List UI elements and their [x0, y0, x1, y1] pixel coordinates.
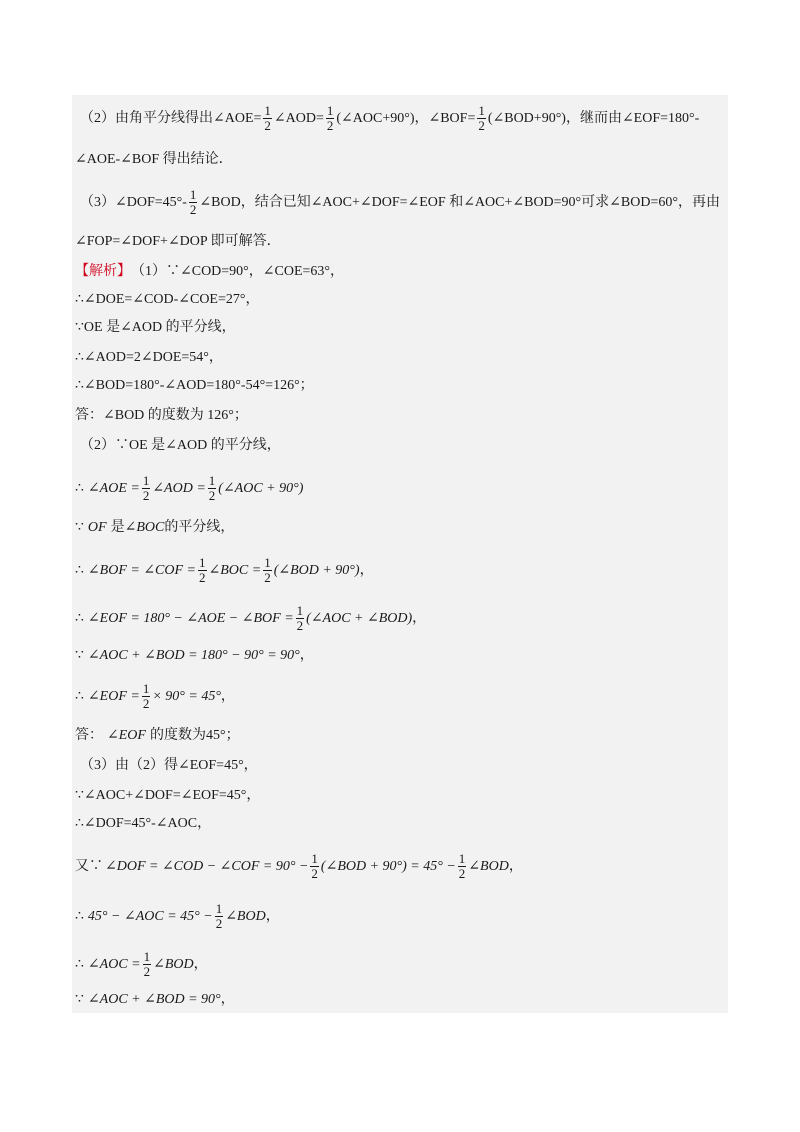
denominator: 2: [326, 118, 334, 133]
answer-line: [75, 406, 248, 426]
expr: 45°: [205, 728, 226, 743]
hint-line-2-cont: [75, 150, 233, 170]
text: 的平分线，: [164, 520, 235, 535]
text: （2）∵OE 是∠AOD 的平分线，: [80, 438, 281, 453]
text: (∠AOC+90°)，∠BOF=: [336, 110, 476, 126]
expr: ∠BOC: [124, 520, 165, 535]
denominator: 2: [143, 964, 151, 979]
answer-line: [75, 726, 240, 746]
solution-step: [80, 436, 281, 456]
denominator: 2: [311, 866, 318, 881]
fraction: [189, 188, 198, 217]
expr: 45° − ∠AOC = 45° −: [87, 908, 213, 924]
numerator: 1: [199, 555, 206, 570]
expr: ∠BOD: [468, 858, 509, 874]
fraction: [143, 950, 152, 979]
therefore-symbol: ∴: [75, 562, 84, 578]
text: （3）由（2）得∠EOF=45°，: [80, 758, 258, 773]
text: （1）∵∠COD=90°，∠COE=63°，: [131, 264, 345, 279]
math-step: [75, 556, 374, 585]
text: ，: [299, 648, 314, 663]
math-step: [75, 518, 234, 538]
expr: ∠BOD: [225, 908, 266, 924]
fraction: [310, 852, 319, 881]
expr: (∠BOD + 90°): [273, 562, 360, 578]
expr: (∠BOD + 90°) = 45° −: [320, 858, 456, 874]
expr: (∠AOC + ∠BOD): [306, 610, 413, 626]
fraction: [198, 556, 207, 585]
hint-line-3-cont: [75, 232, 281, 252]
expr: ∠BOD: [153, 956, 194, 972]
text: 又∵: [75, 858, 103, 874]
numerator: 1: [215, 901, 223, 916]
numerator: 1: [208, 473, 216, 488]
fraction: [142, 474, 151, 503]
math-step: [75, 474, 303, 503]
denominator: 2: [478, 118, 485, 133]
hint-line-3: [80, 188, 720, 217]
denominator: 2: [142, 488, 150, 503]
denominator: 2: [142, 696, 150, 711]
solution-step: [75, 814, 211, 834]
text: ，: [265, 908, 280, 924]
because-symbol: ∵: [75, 648, 84, 663]
fraction: [458, 852, 467, 881]
math-step: [75, 950, 208, 979]
numerator: 1: [478, 103, 485, 118]
text: 答：∠BOD 的度数为 126°；: [75, 408, 248, 423]
expr: ∠AOE =: [87, 480, 140, 496]
numerator: 1: [458, 851, 466, 866]
fraction: [477, 104, 486, 133]
expr: ∠DOF = ∠COD − ∠COF = 90° −: [105, 858, 309, 874]
solution-step: [75, 318, 236, 338]
numerator: 1: [296, 603, 304, 618]
because-symbol: ∵: [75, 520, 84, 535]
therefore-symbol: ∴: [75, 610, 84, 626]
expr: ∠BOF = ∠COF =: [87, 562, 196, 578]
solution-step: [75, 376, 314, 396]
text: (∠BOD+90°)，继而由∠EOF=180°-: [487, 110, 700, 126]
text: ；: [225, 728, 240, 743]
numerator: 1: [264, 103, 271, 118]
numerator: 1: [264, 555, 271, 570]
expr: ∠AOC + ∠BOD = 180° − 90° = 90°: [87, 648, 300, 663]
solution-step: [75, 348, 223, 368]
math-step: [75, 902, 280, 931]
fraction: [326, 104, 335, 133]
expr: ∠AOD =: [152, 480, 206, 496]
text: ∠AOD=: [273, 110, 324, 126]
numerator: 1: [142, 473, 150, 488]
fraction: [142, 682, 151, 711]
text: （3）∠DOF=45°-: [80, 194, 187, 210]
numerator: 1: [189, 187, 197, 202]
numerator: 1: [143, 949, 151, 964]
expr: OF: [87, 520, 107, 535]
expr: ∠EOF: [107, 728, 146, 743]
solution-step: [75, 290, 259, 310]
solution-step: [80, 756, 258, 776]
fraction: [263, 556, 272, 585]
expr: ∠EOF = 180° − ∠AOE − ∠BOF =: [87, 610, 294, 626]
math-step: [75, 646, 314, 666]
text: ，: [220, 992, 235, 1007]
text: ∵∠AOC+∠DOF=∠EOF=45°，: [75, 788, 261, 803]
denominator: 2: [264, 118, 271, 133]
text: ∵OE 是∠AOD 的平分线，: [75, 320, 236, 335]
text: ∴∠BOD=180°-∠AOD=180°-54°=126°；: [75, 378, 314, 393]
text: ∴∠DOE=∠COD-∠COE=27°，: [75, 292, 260, 307]
fraction: [296, 604, 305, 633]
analysis-tag: 【解析】: [75, 264, 131, 279]
text: ∴∠AOD=2∠DOE=54°，: [75, 350, 223, 365]
math-step: [75, 682, 235, 711]
text: ∠FOP=∠DOF+∠DOP 即可解答．: [75, 234, 281, 249]
fraction: [263, 104, 272, 133]
analysis-heading-line: [75, 262, 344, 282]
fraction: [208, 474, 217, 503]
expr: ∠AOC =: [87, 956, 141, 972]
denominator: 2: [264, 570, 271, 585]
denominator: 2: [458, 866, 466, 881]
numerator: 1: [142, 681, 150, 696]
text: ∠BOD，结合已知∠AOC+∠DOF=∠EOF 和∠AOC+∠BOD=90°可求∠BOD=60°，再由: [199, 194, 720, 210]
text: ，: [508, 858, 523, 874]
expr: ∠AOC + ∠BOD = 90°: [87, 992, 221, 1007]
denominator: 2: [199, 570, 206, 585]
because-symbol: ∵: [75, 992, 84, 1007]
math-step: [75, 604, 426, 633]
text: ，: [412, 610, 427, 626]
text: 是: [110, 520, 125, 535]
solution-step: [75, 786, 260, 806]
expr: ∠BOC =: [208, 562, 262, 578]
text: （2）由角平分线得出∠AOE=: [80, 110, 262, 126]
text: 的度数为: [149, 728, 206, 743]
therefore-symbol: ∴: [75, 908, 84, 924]
text: ∠AOE-∠BOF 得出结论．: [75, 152, 233, 167]
denominator: 2: [215, 916, 223, 931]
expr: (∠AOC + 90°): [218, 480, 304, 496]
text: ，: [359, 562, 374, 578]
therefore-symbol: ∴: [75, 688, 84, 704]
expr: ∠EOF =: [87, 688, 140, 704]
denominator: 2: [208, 488, 216, 503]
denominator: 2: [296, 618, 304, 633]
text: ∴∠DOF=45°-∠AOC，: [75, 816, 212, 831]
text: ，: [193, 956, 208, 972]
expr: × 90° = 45°: [152, 688, 221, 704]
numerator: 1: [326, 103, 334, 118]
text: ，: [220, 688, 235, 704]
denominator: 2: [189, 202, 197, 217]
therefore-symbol: ∴: [75, 480, 84, 496]
numerator: 1: [311, 851, 318, 866]
hint-line-2: [80, 104, 699, 133]
therefore-symbol: ∴: [75, 956, 84, 972]
text: 答：: [75, 728, 103, 743]
math-step: [75, 990, 235, 1010]
fraction: [215, 902, 224, 931]
math-step: [75, 852, 523, 881]
